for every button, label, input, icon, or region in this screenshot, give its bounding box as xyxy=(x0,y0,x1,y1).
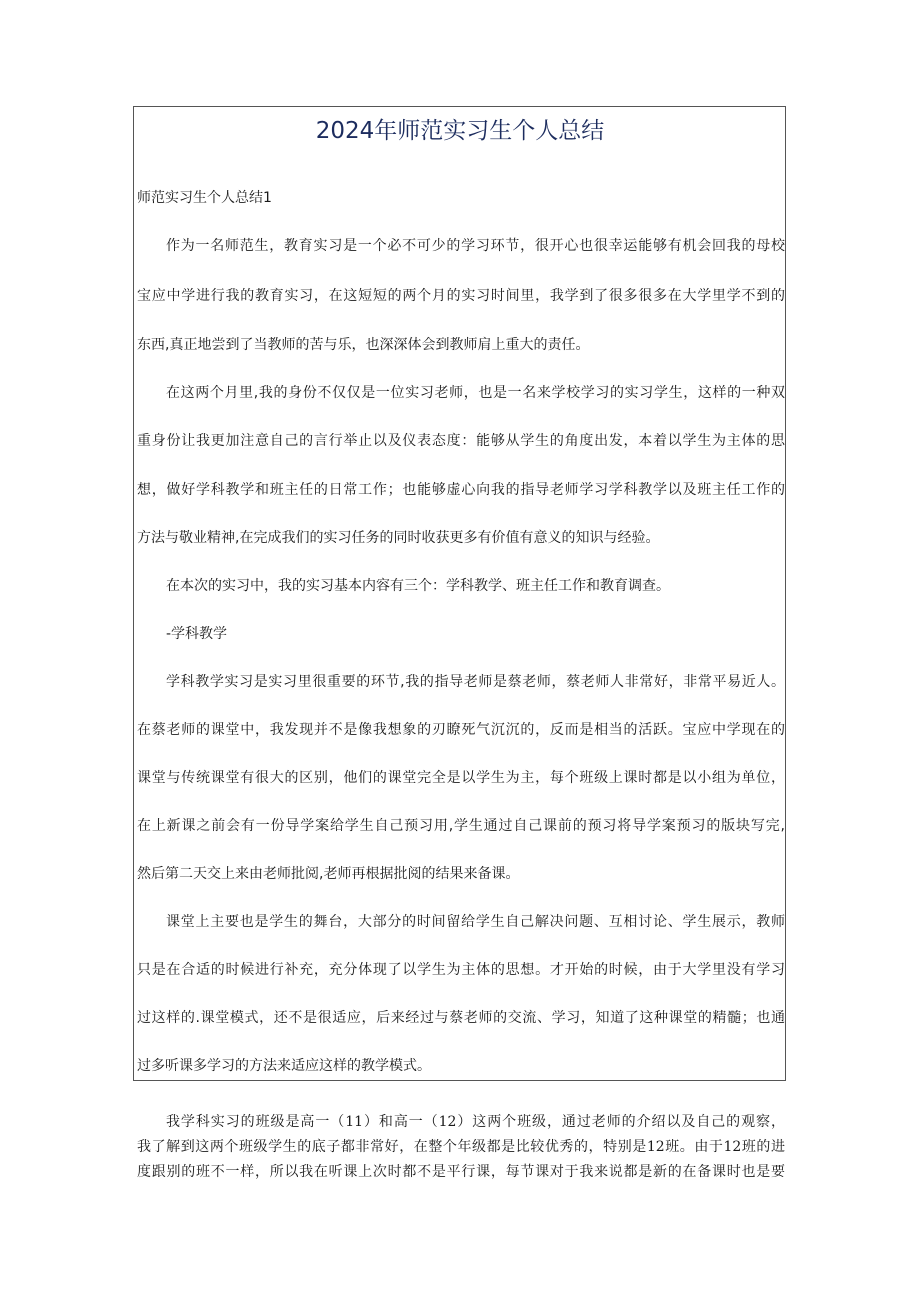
paragraph-line: 过多听课多学习的方法来适应这样的教学模式。 xyxy=(137,1058,431,1074)
paragraph-line: 学科教学实习是实习里很重要的环节,我的指导老师是蔡老师，蔡老师人非常好，非常平易近人。 xyxy=(166,674,785,690)
subsection-heading: -学科教学 xyxy=(166,626,228,642)
section-heading: 师范实习生个人总结1 xyxy=(137,190,272,206)
paragraph-line: 只是在合适的时候进行补充，充分体现了以学生为主体的思想。才开始的时候，由于大学里没有学习 xyxy=(137,962,785,978)
paragraph-line: 作为一名师范生，教育实习是一个必不可少的学习环节，很开心也很幸运能够有机会回我的母校 xyxy=(166,238,785,254)
paragraph-line: 课堂上主要也是学生的舞台，大部分的时间留给学生自己解决问题、互相讨论、学生展示，教师 xyxy=(166,914,785,930)
outer-paragraph-line: 我了解到这两个班级学生的底子都非常好，在整个年级都是比较优秀的，特别是12班。由于12班的进 xyxy=(137,1139,785,1155)
paragraph-line: 在这两个月里,我的身份不仅仅是一位实习老师，也是一名来学校学习的实习学生，这样的一种双 xyxy=(166,385,785,401)
paragraph-line: 课堂与传统课堂有很大的区别，他们的课堂完全是以学生为主，每个班级上课时都是以小组为单位， xyxy=(137,770,785,786)
paragraph-line: 在上新课之前会有一份导学案给学生自己预习用,学生通过自己课前的预习将导学案预习的版块写完, xyxy=(137,818,785,834)
paragraph-line: 方法与敬业精神,在完成我们的实习任务的同时收获更多有价值有意义的知识与经验。 xyxy=(137,530,660,546)
document-title: 2024年师范实习生个人总结 xyxy=(315,118,605,144)
paragraph-line: 在蔡老师的课堂中，我发现并不是像我想象的刃瞭死气沉沉的，反而是相当的活跃。宝应中学现在的 xyxy=(137,722,785,738)
paragraph-line: 然后第二天交上来由老师批阅,老师再根据批阅的结果来备课。 xyxy=(137,866,520,882)
paragraph-line: 在本次的实习中，我的实习基本内容有三个：学科教学、班主任工作和教育调查。 xyxy=(166,578,670,594)
paragraph-line: 重身份让我更加注意自己的言行举止以及仪表态度：能够从学生的角度出发，本着以学生为主体的思 xyxy=(137,433,785,449)
paragraph-line: 东西,真正地尝到了当教师的苦与乐，也深深体会到教师肩上重大的责任。 xyxy=(137,337,590,353)
paragraph-line: 宝应中学进行我的教育实习，在这短短的两个月的实习时间里，我学到了很多很多在大学里学不到的 xyxy=(137,288,785,304)
paragraph-line: 过这样的.课堂模式，还不是很适应，后来经过与蔡老师的交流、学习，知道了这种课堂的精髓；也通 xyxy=(137,1010,785,1026)
outer-paragraph-line: 我学科实习的班级是高一（11）和高一（12）这两个班级，通过老师的介绍以及自己的观察， xyxy=(166,1114,785,1130)
paragraph-line: 想，做好学科教学和班主任的日常工作；也能够虚心向我的指导老师学习学科教学以及班主任工作的 xyxy=(137,482,785,498)
outer-paragraph-line: 度跟别的班不一样，所以我在听课上次时都不是平行课，每节课对于我来说都是新的在备课时也是要 xyxy=(137,1164,785,1180)
